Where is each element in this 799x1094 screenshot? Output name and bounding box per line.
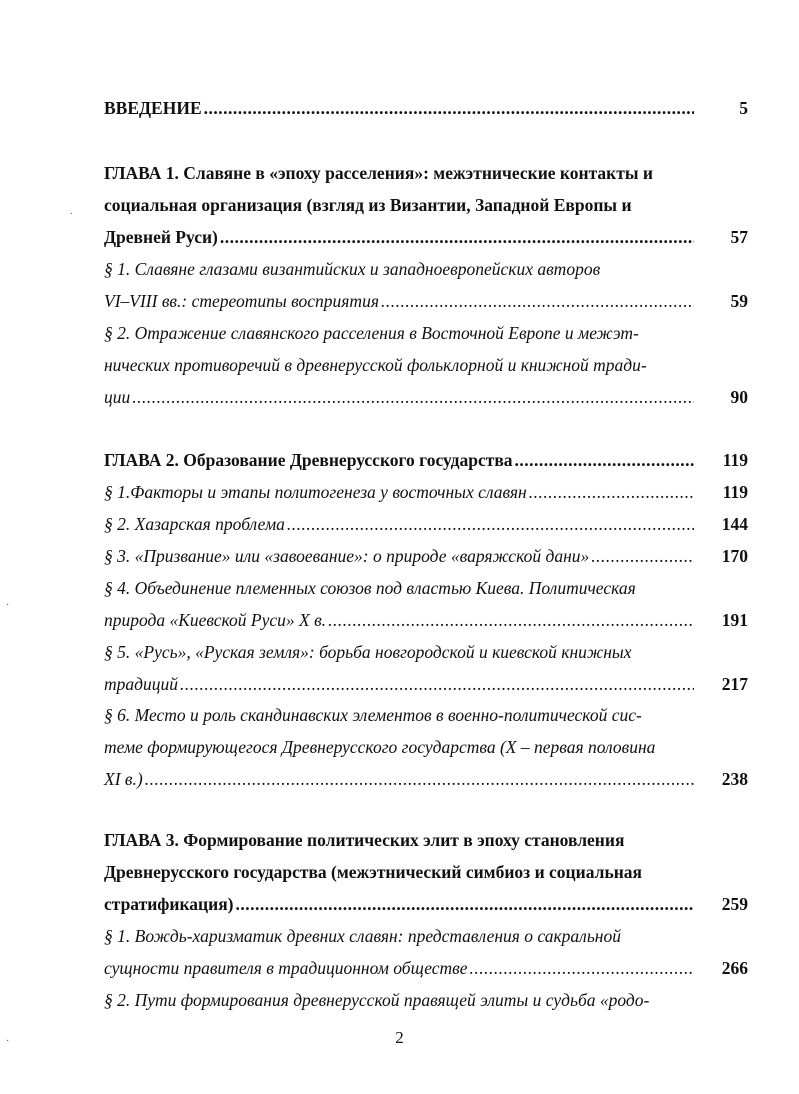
toc-ch2-s5-line1[interactable]: § 5. «Русь», «Руская земля»: борьба новгородской и киевской книжных bbox=[104, 642, 632, 662]
toc-ch2-s5-line2: традиций bbox=[104, 674, 178, 694]
scan-mark: . bbox=[70, 206, 73, 217]
toc-ch2-page: 119 bbox=[722, 450, 748, 470]
toc-ch2-s5[interactable] bbox=[104, 671, 748, 697]
toc-ch1-page: 57 bbox=[730, 227, 748, 247]
page-number: 2 bbox=[395, 1028, 404, 1047]
toc-ch2-s6-page: 238 bbox=[721, 769, 748, 789]
toc-ch2-s3-title: § 3. «Призвание» или «завоевание»: о природе «варяжской дани» bbox=[104, 546, 590, 566]
toc-ch1-s1-line2: VI–VIII вв.: стереотипы восприятия bbox=[104, 291, 379, 311]
toc-ch1-s1-line1[interactable]: § 1. Славяне глазами византийских и западноевропейских авторов bbox=[104, 259, 601, 279]
leader-dots bbox=[204, 95, 694, 121]
leader-dots bbox=[470, 955, 694, 981]
toc-intro-title: ВВЕДЕНИЕ bbox=[104, 98, 202, 118]
toc-ch3-title-line2[interactable]: Древнерусского государства (межэтнический симбиоз и социальная bbox=[104, 862, 642, 882]
leader-dots bbox=[180, 671, 694, 697]
toc-ch2-s6-line3: XI в.) bbox=[104, 769, 143, 789]
toc-ch3-s1[interactable] bbox=[104, 955, 748, 981]
leader-dots bbox=[220, 224, 694, 250]
leader-dots bbox=[145, 766, 694, 792]
toc-ch2-s3-page: 170 bbox=[721, 546, 748, 566]
leader-dots bbox=[515, 447, 694, 473]
toc-ch3-s1-page: 266 bbox=[721, 958, 748, 978]
toc-ch2-s6-line1[interactable]: § 6. Место и роль скандинавских элементов в военно-политической сис- bbox=[104, 705, 642, 725]
toc-ch3-title-line1[interactable]: ГЛАВА 3. Формирование политических элит в эпоху становления bbox=[104, 830, 625, 850]
toc-ch2-s1-page: 119 bbox=[722, 482, 748, 502]
scan-mark: · bbox=[6, 600, 10, 611]
toc-ch2-s5-page: 217 bbox=[721, 674, 748, 694]
scan-mark: · bbox=[6, 1036, 10, 1047]
leader-dots bbox=[287, 511, 694, 537]
toc-intro-page: 5 bbox=[739, 98, 748, 118]
toc-ch2-s4[interactable] bbox=[104, 607, 748, 633]
toc-ch2-s6-line2[interactable]: теме формирующегося Древнерусского государства (X – первая половина bbox=[104, 737, 656, 757]
toc-ch2-s6[interactable] bbox=[104, 766, 748, 792]
toc-ch2-s4-line2: природа «Киевской Руси» X в. bbox=[104, 610, 327, 630]
toc-ch1-s1-page: 59 bbox=[730, 291, 748, 311]
toc-ch2-s1[interactable] bbox=[104, 479, 748, 505]
toc-ch3-s1-line2: сущности правителя в традиционном обществе bbox=[104, 958, 468, 978]
toc-ch3-s2-line1[interactable]: § 2. Пути формирования древнерусской правящей элиты и судьба «родо- bbox=[104, 990, 650, 1010]
toc-ch1-s2-line1[interactable]: § 2. Отражение славянского расселения в Восточной Европе и межэт- bbox=[104, 323, 639, 343]
toc-ch1[interactable] bbox=[104, 224, 748, 250]
leader-dots bbox=[381, 288, 694, 314]
toc-ch2-s1-title: § 1.Факторы и этапы политогенеза у восточных славян bbox=[104, 482, 527, 502]
toc-ch1-s2-page: 90 bbox=[730, 387, 748, 407]
toc-ch3[interactable] bbox=[104, 891, 748, 917]
toc-ch1-title-line2[interactable]: социальная организация (взгляд из Византии, Западной Европы и bbox=[104, 195, 632, 215]
leader-dots bbox=[132, 384, 694, 410]
toc-ch2-s2-page: 144 bbox=[721, 514, 748, 534]
toc-ch3-page: 259 bbox=[721, 894, 748, 914]
toc-ch2-s2[interactable] bbox=[104, 511, 748, 537]
toc-ch2[interactable] bbox=[104, 447, 748, 473]
toc-ch1-s2-line2[interactable]: нических противоречий в древнерусской фольклорной и книжной тради- bbox=[104, 355, 647, 375]
leader-dots bbox=[236, 891, 694, 917]
toc-ch2-s3[interactable] bbox=[104, 543, 748, 569]
leader-dots bbox=[591, 543, 694, 569]
toc-ch2-s4-line1[interactable]: § 4. Объединение племенных союзов под властью Киева. Политическая bbox=[104, 578, 636, 598]
toc-ch1-s1[interactable] bbox=[104, 288, 748, 314]
leader-dots bbox=[529, 479, 694, 505]
leader-dots bbox=[328, 607, 694, 633]
toc-ch1-s2[interactable] bbox=[104, 384, 748, 410]
toc-ch1-title-line1[interactable]: ГЛАВА 1. Славяне в «эпоху расселения»: межэтнические контакты и bbox=[104, 163, 653, 183]
toc-ch1-title-line3: Древней Руси) bbox=[104, 227, 218, 247]
toc-ch3-s1-line1[interactable]: § 1. Вождь-харизматик древних славян: представления о сакральной bbox=[104, 926, 621, 946]
toc-ch2-title: ГЛАВА 2. Образование Древнерусского государства bbox=[104, 450, 513, 470]
toc-intro[interactable] bbox=[104, 95, 748, 121]
toc-ch1-s2-line3: ции bbox=[104, 387, 131, 407]
toc-ch2-s4-page: 191 bbox=[721, 610, 748, 630]
toc-ch3-title-line3: стратификация) bbox=[104, 894, 234, 914]
toc-ch2-s2-title: § 2. Хазарская проблема bbox=[104, 514, 285, 534]
